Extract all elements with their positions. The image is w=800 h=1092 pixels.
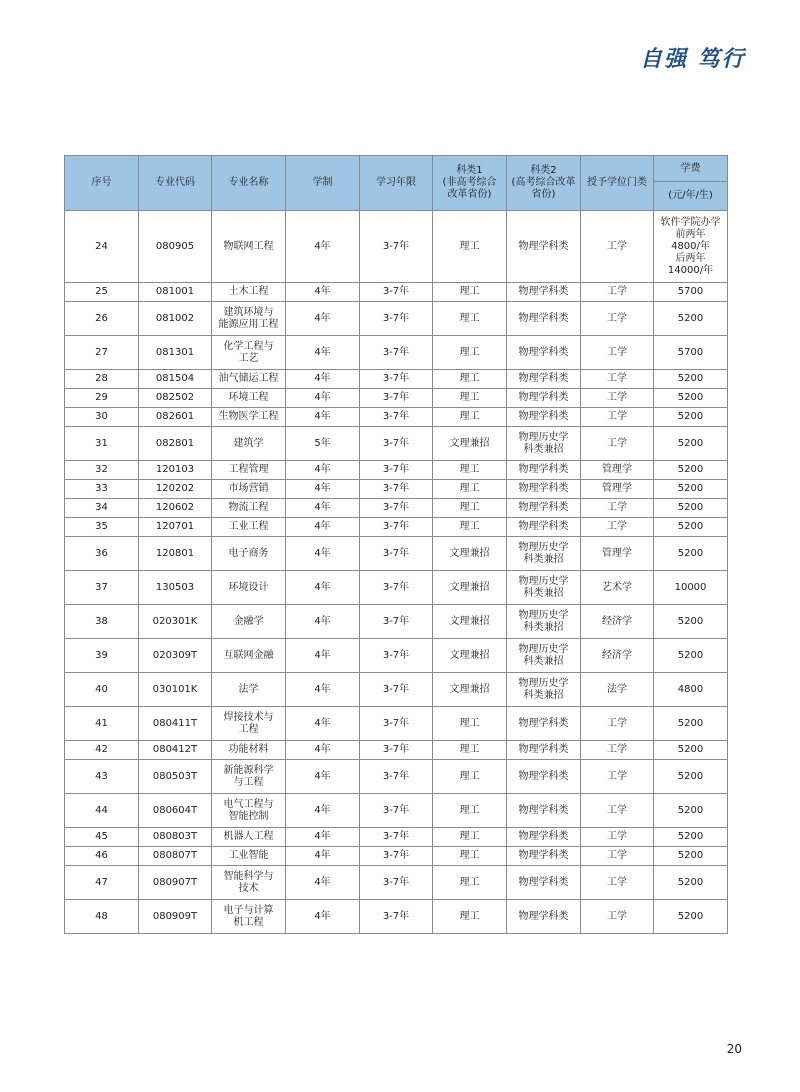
cell-category2: 物理学科类 — [507, 866, 581, 900]
cell-duration: 4年 — [286, 480, 360, 499]
page-number: 20 — [726, 1042, 742, 1056]
cell-fee: 5200 — [654, 741, 728, 760]
cell-name: 环境工程 — [212, 389, 286, 408]
cell-study-years: 3-7年 — [360, 537, 433, 571]
table-row — [65, 673, 728, 707]
cell-fee: 5200 — [654, 866, 728, 900]
cell-fee: 5200 — [654, 639, 728, 673]
cell-code: 080807T — [139, 847, 212, 866]
cell-index: 38 — [65, 605, 139, 639]
cell-code: 081301 — [139, 336, 212, 370]
cell-study-years: 3-7年 — [360, 794, 433, 828]
table-row — [65, 480, 728, 499]
cell-name: 功能材料 — [212, 741, 286, 760]
cell-fee: 10000 — [654, 571, 728, 605]
cell-study-years: 3-7年 — [360, 866, 433, 900]
cell-duration: 5年 — [286, 427, 360, 461]
cell-category2: 物理学科类 — [507, 741, 581, 760]
header-duration: 学制 — [286, 156, 360, 211]
cell-name: 新能源科学 与工程 — [212, 760, 286, 794]
table-row — [65, 571, 728, 605]
cell-name: 智能科学与 技术 — [212, 866, 286, 900]
cell-index: 28 — [65, 370, 139, 389]
table-row — [65, 605, 728, 639]
cell-category1: 理工 — [433, 707, 507, 741]
cell-index: 41 — [65, 707, 139, 741]
cell-degree: 管理学 — [581, 461, 654, 480]
cell-category2: 物理学科类 — [507, 900, 581, 934]
cell-fee: 5200 — [654, 605, 728, 639]
cell-study-years: 3-7年 — [360, 499, 433, 518]
cell-duration: 4年 — [286, 639, 360, 673]
cell-fee: 5200 — [654, 707, 728, 741]
cell-fee: 5200 — [654, 537, 728, 571]
cell-category2: 物理学科类 — [507, 707, 581, 741]
cell-category1: 理工 — [433, 302, 507, 336]
cell-duration: 4年 — [286, 847, 360, 866]
cell-degree: 工学 — [581, 370, 654, 389]
cell-study-years: 3-7年 — [360, 480, 433, 499]
cell-index: 34 — [65, 499, 139, 518]
table-row — [65, 760, 728, 794]
cell-category2: 物理学科类 — [507, 336, 581, 370]
cell-category2: 物理历史学 科类兼招 — [507, 673, 581, 707]
cell-study-years: 3-7年 — [360, 639, 433, 673]
cell-degree: 工学 — [581, 828, 654, 847]
cell-index: 37 — [65, 571, 139, 605]
cell-study-years: 3-7年 — [360, 571, 433, 605]
cell-category2: 物理历史学 科类兼招 — [507, 427, 581, 461]
cell-name: 工业工程 — [212, 518, 286, 537]
cell-study-years: 3-7年 — [360, 741, 433, 760]
cell-name: 法学 — [212, 673, 286, 707]
cell-study-years: 3-7年 — [360, 336, 433, 370]
cell-index: 36 — [65, 537, 139, 571]
header-study-years: 学习年限 — [360, 156, 433, 211]
table-row — [65, 427, 728, 461]
cell-category2: 物理学科类 — [507, 794, 581, 828]
cell-category2: 物理学科类 — [507, 461, 581, 480]
cell-category2: 物理历史学 科类兼招 — [507, 571, 581, 605]
cell-degree: 工学 — [581, 866, 654, 900]
cell-category2: 物理学科类 — [507, 828, 581, 847]
cell-name: 电子商务 — [212, 537, 286, 571]
cell-degree: 工学 — [581, 336, 654, 370]
cell-category1: 理工 — [433, 866, 507, 900]
table-row — [65, 461, 728, 480]
cell-study-years: 3-7年 — [360, 518, 433, 537]
cell-fee: 5200 — [654, 828, 728, 847]
table-row — [65, 518, 728, 537]
cell-fee: 5700 — [654, 283, 728, 302]
cell-degree: 工学 — [581, 408, 654, 427]
cell-category2: 物理学科类 — [507, 283, 581, 302]
cell-index: 25 — [65, 283, 139, 302]
cell-duration: 4年 — [286, 211, 360, 283]
cell-code: 082801 — [139, 427, 212, 461]
cell-code: 080604T — [139, 794, 212, 828]
cell-duration: 4年 — [286, 461, 360, 480]
cell-study-years: 3-7年 — [360, 427, 433, 461]
table-row — [65, 283, 728, 302]
table-row — [65, 302, 728, 336]
majors-table — [64, 155, 728, 934]
cell-code: 080411T — [139, 707, 212, 741]
cell-code: 081504 — [139, 370, 212, 389]
cell-category1: 理工 — [433, 499, 507, 518]
cell-duration: 4年 — [286, 499, 360, 518]
school-motto: 自强 笃行 — [640, 46, 746, 72]
cell-index: 48 — [65, 900, 139, 934]
cell-index: 35 — [65, 518, 139, 537]
cell-study-years: 3-7年 — [360, 847, 433, 866]
cell-category2: 物理学科类 — [507, 211, 581, 283]
table-row — [65, 847, 728, 866]
cell-name: 生物医学工程 — [212, 408, 286, 427]
cell-index: 43 — [65, 760, 139, 794]
cell-study-years: 3-7年 — [360, 283, 433, 302]
cell-degree: 工学 — [581, 499, 654, 518]
cell-index: 27 — [65, 336, 139, 370]
cell-category2: 物理学科类 — [507, 847, 581, 866]
cell-duration: 4年 — [286, 518, 360, 537]
header-degree: 授予学位门类 — [581, 156, 654, 211]
cell-study-years: 3-7年 — [360, 461, 433, 480]
cell-degree: 工学 — [581, 518, 654, 537]
cell-index: 32 — [65, 461, 139, 480]
cell-study-years: 3-7年 — [360, 828, 433, 847]
cell-degree: 工学 — [581, 389, 654, 408]
cell-study-years: 3-7年 — [360, 302, 433, 336]
cell-fee: 5700 — [654, 336, 728, 370]
cell-category1: 理工 — [433, 389, 507, 408]
cell-duration: 4年 — [286, 760, 360, 794]
cell-index: 46 — [65, 847, 139, 866]
cell-category1: 文理兼招 — [433, 605, 507, 639]
header-category2: 科类2 (高考综合改革 省份) — [507, 156, 581, 211]
cell-code: 020301K — [139, 605, 212, 639]
cell-category2: 物理学科类 — [507, 499, 581, 518]
table-row — [65, 537, 728, 571]
cell-degree: 工学 — [581, 283, 654, 302]
cell-name: 电子与计算 机工程 — [212, 900, 286, 934]
cell-index: 33 — [65, 480, 139, 499]
cell-code: 080803T — [139, 828, 212, 847]
cell-name: 环境设计 — [212, 571, 286, 605]
cell-duration: 4年 — [286, 336, 360, 370]
cell-index: 39 — [65, 639, 139, 673]
cell-fee: 5200 — [654, 302, 728, 336]
cell-fee: 5200 — [654, 518, 728, 537]
header-fee-unit: (元/年/生) — [654, 182, 728, 211]
cell-code: 120103 — [139, 461, 212, 480]
cell-category1: 理工 — [433, 741, 507, 760]
cell-category2: 物理历史学 科类兼招 — [507, 537, 581, 571]
cell-name: 物流工程 — [212, 499, 286, 518]
cell-degree: 法学 — [581, 673, 654, 707]
cell-fee: 4800 — [654, 673, 728, 707]
cell-code: 082601 — [139, 408, 212, 427]
cell-name: 物联网工程 — [212, 211, 286, 283]
cell-study-years: 3-7年 — [360, 900, 433, 934]
cell-fee: 5200 — [654, 427, 728, 461]
cell-category2: 物理学科类 — [507, 518, 581, 537]
cell-category1: 理工 — [433, 828, 507, 847]
cell-fee: 软件学院办学 前两年 4800/年 后两年 14000/年 — [654, 211, 728, 283]
cell-index: 26 — [65, 302, 139, 336]
cell-degree: 经济学 — [581, 605, 654, 639]
header-name: 专业名称 — [212, 156, 286, 211]
cell-fee: 5200 — [654, 900, 728, 934]
cell-index: 40 — [65, 673, 139, 707]
cell-fee: 5200 — [654, 760, 728, 794]
cell-category1: 理工 — [433, 794, 507, 828]
cell-degree: 艺术学 — [581, 571, 654, 605]
cell-duration: 4年 — [286, 605, 360, 639]
cell-name: 机器人工程 — [212, 828, 286, 847]
cell-category2: 物理学科类 — [507, 480, 581, 499]
cell-category2: 物理学科类 — [507, 302, 581, 336]
cell-duration: 4年 — [286, 794, 360, 828]
header-fee: 学费 — [654, 156, 728, 182]
cell-fee: 5200 — [654, 847, 728, 866]
header-code: 专业代码 — [139, 156, 212, 211]
cell-duration: 4年 — [286, 571, 360, 605]
cell-category1: 理工 — [433, 408, 507, 427]
cell-category2: 物理学科类 — [507, 408, 581, 427]
cell-category1: 理工 — [433, 370, 507, 389]
cell-duration: 4年 — [286, 408, 360, 427]
cell-fee: 5200 — [654, 370, 728, 389]
cell-category1: 文理兼招 — [433, 673, 507, 707]
cell-duration: 4年 — [286, 673, 360, 707]
cell-duration: 4年 — [286, 302, 360, 336]
cell-index: 24 — [65, 211, 139, 283]
cell-duration: 4年 — [286, 389, 360, 408]
table-row — [65, 499, 728, 518]
cell-degree: 工学 — [581, 760, 654, 794]
cell-name: 油气储运工程 — [212, 370, 286, 389]
cell-category1: 文理兼招 — [433, 639, 507, 673]
cell-category2: 物理学科类 — [507, 389, 581, 408]
cell-category2: 物理历史学 科类兼招 — [507, 605, 581, 639]
cell-degree: 工学 — [581, 707, 654, 741]
table-row — [65, 336, 728, 370]
cell-name: 土木工程 — [212, 283, 286, 302]
cell-name: 金融学 — [212, 605, 286, 639]
cell-study-years: 3-7年 — [360, 408, 433, 427]
cell-category1: 文理兼招 — [433, 537, 507, 571]
cell-index: 44 — [65, 794, 139, 828]
cell-degree: 工学 — [581, 211, 654, 283]
cell-category1: 理工 — [433, 461, 507, 480]
cell-code: 120801 — [139, 537, 212, 571]
cell-name: 互联网金融 — [212, 639, 286, 673]
cell-category2: 物理学科类 — [507, 760, 581, 794]
cell-degree: 工学 — [581, 302, 654, 336]
cell-duration: 4年 — [286, 866, 360, 900]
table-row — [65, 794, 728, 828]
table-row — [65, 370, 728, 389]
cell-degree: 工学 — [581, 794, 654, 828]
cell-degree: 经济学 — [581, 639, 654, 673]
cell-code: 030101K — [139, 673, 212, 707]
header-category1: 科类1 (非高考综合 改革省份) — [433, 156, 507, 211]
cell-code: 080412T — [139, 741, 212, 760]
cell-degree: 工学 — [581, 741, 654, 760]
cell-code: 080905 — [139, 211, 212, 283]
cell-name: 焊接技术与 工程 — [212, 707, 286, 741]
cell-degree: 工学 — [581, 427, 654, 461]
cell-name: 化学工程与 工艺 — [212, 336, 286, 370]
cell-category2: 物理历史学 科类兼招 — [507, 639, 581, 673]
cell-code: 080907T — [139, 866, 212, 900]
cell-category2: 物理学科类 — [507, 370, 581, 389]
cell-code: 120202 — [139, 480, 212, 499]
cell-name: 工业智能 — [212, 847, 286, 866]
cell-code: 081001 — [139, 283, 212, 302]
table-row — [65, 211, 728, 283]
cell-category1: 理工 — [433, 283, 507, 302]
cell-study-years: 3-7年 — [360, 707, 433, 741]
cell-category1: 理工 — [433, 480, 507, 499]
cell-index: 29 — [65, 389, 139, 408]
cell-index: 31 — [65, 427, 139, 461]
cell-index: 30 — [65, 408, 139, 427]
cell-degree: 工学 — [581, 900, 654, 934]
header-index: 序号 — [65, 156, 139, 211]
cell-category1: 文理兼招 — [433, 427, 507, 461]
table-row — [65, 900, 728, 934]
cell-code: 080503T — [139, 760, 212, 794]
cell-degree: 工学 — [581, 847, 654, 866]
cell-index: 47 — [65, 866, 139, 900]
cell-code: 120602 — [139, 499, 212, 518]
cell-duration: 4年 — [286, 900, 360, 934]
table-row — [65, 639, 728, 673]
cell-study-years: 3-7年 — [360, 389, 433, 408]
cell-name: 工程管理 — [212, 461, 286, 480]
cell-category1: 文理兼招 — [433, 571, 507, 605]
table-row — [65, 408, 728, 427]
cell-fee: 5200 — [654, 794, 728, 828]
cell-index: 45 — [65, 828, 139, 847]
cell-code: 120701 — [139, 518, 212, 537]
cell-category1: 理工 — [433, 211, 507, 283]
cell-duration: 4年 — [286, 707, 360, 741]
cell-name: 电气工程与 智能控制 — [212, 794, 286, 828]
cell-degree: 管理学 — [581, 537, 654, 571]
cell-study-years: 3-7年 — [360, 673, 433, 707]
table-row — [65, 866, 728, 900]
cell-category1: 理工 — [433, 760, 507, 794]
cell-degree: 管理学 — [581, 480, 654, 499]
cell-fee: 5200 — [654, 389, 728, 408]
cell-category1: 理工 — [433, 336, 507, 370]
cell-fee: 5200 — [654, 461, 728, 480]
cell-name: 建筑学 — [212, 427, 286, 461]
cell-fee: 5200 — [654, 480, 728, 499]
cell-category1: 理工 — [433, 847, 507, 866]
cell-study-years: 3-7年 — [360, 760, 433, 794]
cell-code: 082502 — [139, 389, 212, 408]
cell-code: 130503 — [139, 571, 212, 605]
cell-study-years: 3-7年 — [360, 211, 433, 283]
cell-fee: 5200 — [654, 499, 728, 518]
cell-fee: 5200 — [654, 408, 728, 427]
cell-duration: 4年 — [286, 828, 360, 847]
table-row — [65, 828, 728, 847]
cell-code: 020309T — [139, 639, 212, 673]
cell-duration: 4年 — [286, 741, 360, 760]
cell-duration: 4年 — [286, 370, 360, 389]
cell-code: 080909T — [139, 900, 212, 934]
table-row — [65, 389, 728, 408]
cell-study-years: 3-7年 — [360, 605, 433, 639]
cell-duration: 4年 — [286, 283, 360, 302]
table-row — [65, 707, 728, 741]
cell-name: 建筑环境与 能源应用工程 — [212, 302, 286, 336]
cell-study-years: 3-7年 — [360, 370, 433, 389]
cell-name: 市场营销 — [212, 480, 286, 499]
cell-index: 42 — [65, 741, 139, 760]
cell-category1: 理工 — [433, 900, 507, 934]
cell-duration: 4年 — [286, 537, 360, 571]
cell-code: 081002 — [139, 302, 212, 336]
table-row — [65, 741, 728, 760]
cell-category1: 理工 — [433, 518, 507, 537]
